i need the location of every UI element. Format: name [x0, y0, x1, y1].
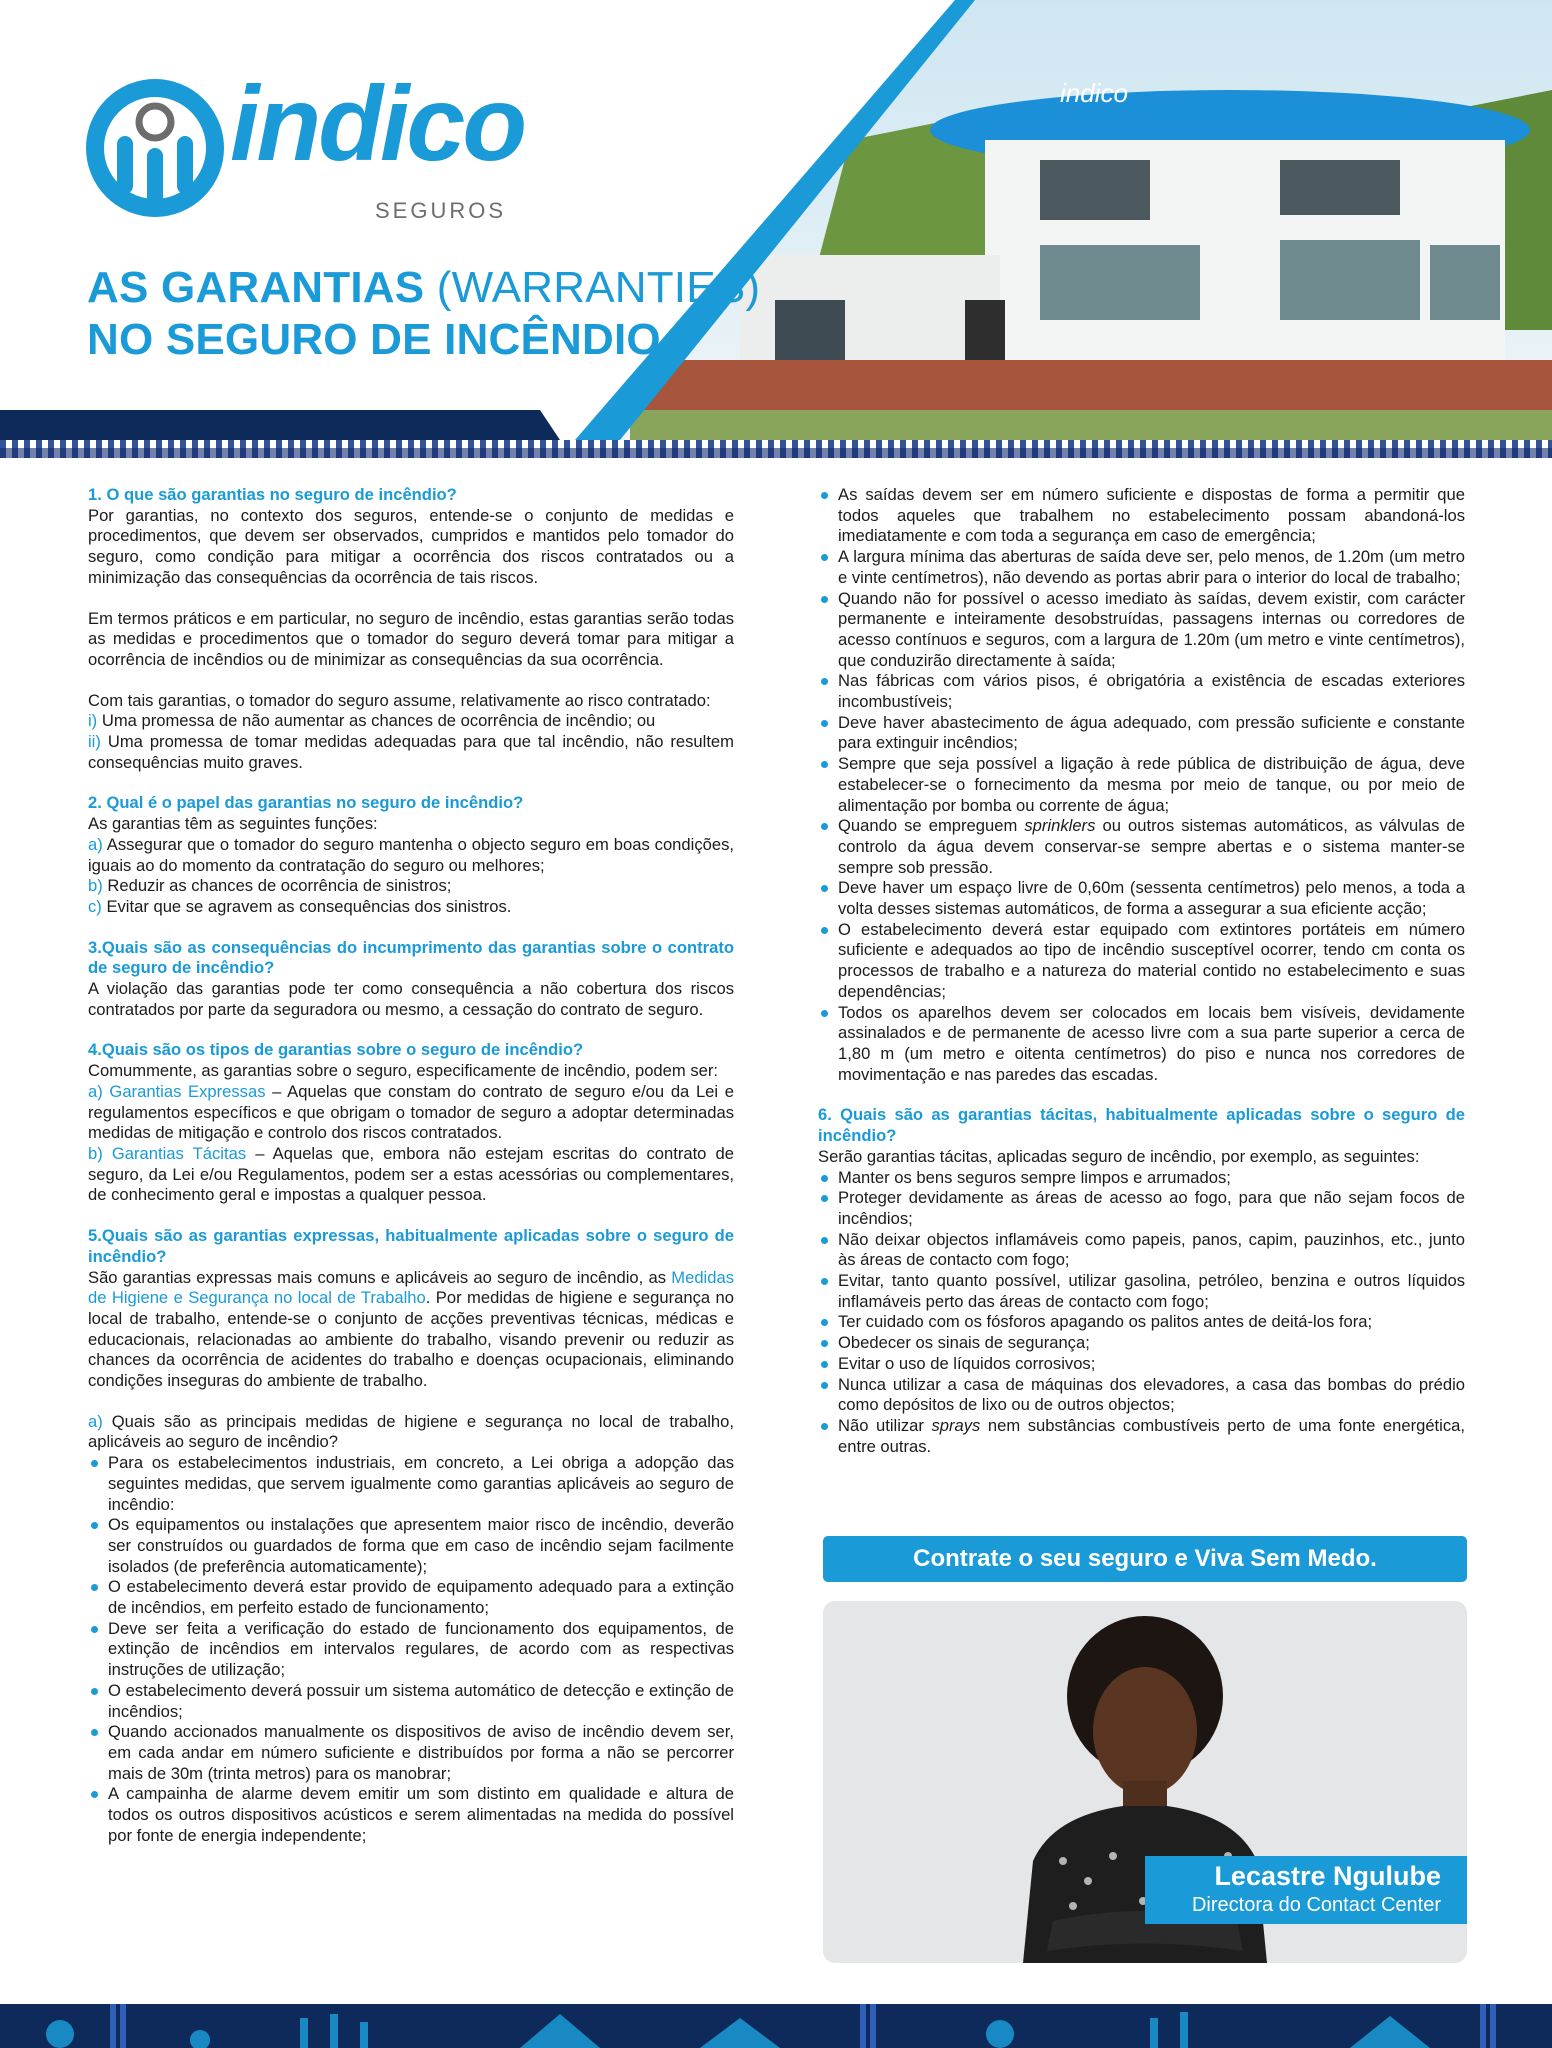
- person-role: Directora do Contact Center: [1191, 1894, 1441, 1916]
- list-item: A campainha de alarme devem emitir um som distinto em qualidade e altura de todos os outros dispositivos acústicos e serem alimentadas na medida do possível por fonte de energia independente;: [88, 1784, 734, 1846]
- list-item: Quando se empreguem sprinklers ou outros sistemas automáticos, as válvulas de controlo da água devem conservar-se sempre abertas e o sistema manter-se sempre sob pressão.: [818, 816, 1465, 878]
- logo-tagline: SEGUROS: [375, 198, 507, 223]
- section-1-item: ii) Uma promessa de tomar medidas adequadas para que tal incêndio, não resultem consequências muito graves.: [88, 732, 734, 772]
- section-1-heading: 1. O que são garantias no seguro de incêndio?: [88, 485, 457, 504]
- list-item: Não deixar objectos inflamáveis como papeis, panos, capim, pauzinhos, etc., junto às áreas de contacto com fogo;: [818, 1230, 1465, 1271]
- list-item: Não utilizar sprays nem substâncias combustíveis perto de uma fonte energética, entre outras.: [818, 1416, 1465, 1457]
- section-5-question: a) Quais são as principais medidas de higiene e segurança no local de trabalho, aplicáveis ao seguro de incêndio?: [88, 1411, 734, 1452]
- section-6-heading: 6. Quais são as garantias tácitas, habitualmente aplicadas sobre o seguro de incêndio?: [818, 1105, 1465, 1146]
- section-5-heading: 5.Quais são as garantias expressas, habitualmente aplicadas sobre o seguro de incêndio?: [88, 1226, 734, 1266]
- list-item: Quando accionados manualmente os dispositivos de aviso de incêndio devem ser, em cada andar em número suficiente e distribuídos por forma a não se percorrer mais de 30m (trinta metros) para os manobrar;: [88, 1722, 734, 1784]
- section-4-heading: 4.Quais são os tipos de garantias sobre o seguro de incêndio?: [88, 1040, 584, 1060]
- section-5-list: [88, 1453, 734, 1846]
- title-line2: NO SEGURO DE INCÊNDIO: [87, 315, 661, 364]
- list-item: Evitar o uso de líquidos corrosivos;: [818, 1354, 1465, 1375]
- right-column: [818, 485, 1465, 1457]
- section-2-item: b) Reduzir as chances de ocorrência de sinistros;: [88, 876, 452, 896]
- contact-card: [823, 1601, 1467, 1963]
- section-4-item: b) Garantias Tácitas – Aquelas que, embora não estejam escritas do contrato de seguro, da Lei e/ou Regulamentos, podem ser a estas acessórias ou complementares, de conhecimento geral e impostas a qualquer pessoa.: [88, 1143, 734, 1205]
- section-4-paragraph: Comummente, as garantias sobre o seguro, especificamente de incêndio, podem ser:: [88, 1061, 718, 1081]
- page-title: [87, 262, 760, 366]
- list-item: O estabelecimento deverá estar equipado com extintores portáteis em número suficiente e adequados ao tipo de incêndio susceptível ocorrer, tendo cm conta os processos de trabalho e a natureza do material contido no estabelecimento e suas dependências;: [818, 920, 1465, 1003]
- title-line1-light: (WARRANTIES): [436, 263, 761, 312]
- section-1-paragraph: Com tais garantias, o tomador do seguro assume, relativamente ao risco contratado:: [88, 690, 711, 710]
- section-1-paragraph: Por garantias, no contexto dos seguros, entende-se o conjunto de medidas e procedimentos, que devem ser observados, cumpridos e mantidos pelo tomador do seguro, como condição para mitigar a ocorrência dos riscos contratados ou a minimização das consequências da ocorrência de tais riscos.: [88, 505, 734, 587]
- header: [0, 0, 1552, 470]
- list-item: Manter os bens seguros sempre limpos e arrumados;: [818, 1168, 1465, 1189]
- section-1-item: i) Uma promessa de não aumentar as chances de ocorrência de incêndio; ou: [88, 711, 656, 731]
- list-item: Proteger devidamente as áreas de acesso ao fogo, para que não sejam focos de incêndios;: [818, 1188, 1465, 1229]
- title-line1-bold: AS GARANTIAS: [87, 263, 425, 312]
- list-item: O estabelecimento deverá possuir um sistema automático de detecção e extinção de incêndios;: [88, 1681, 734, 1722]
- measures-list: [818, 485, 1465, 1085]
- section-6-list: [818, 1168, 1465, 1458]
- list-item: Deve ser feita a verificação do estado de funcionamento dos equipamentos, de extinção de incêndios em intervalos regulares, de acordo com as respectivas instruções de utilização;: [88, 1619, 734, 1681]
- brand-logo: [85, 65, 535, 228]
- list-item: Deve haver um espaço livre de 0,60m (sessenta centímetros) pelo menos, a toda a volta desses sistemas automáticos, de forma a assegurar a sua eficiente acção;: [818, 878, 1465, 919]
- section-6-paragraph: Serão garantias tácitas, aplicadas seguro de incêndio, por exemplo, as seguintes:: [818, 1146, 1420, 1166]
- person-caption: [1145, 1856, 1467, 1924]
- list-item: Nunca utilizar a casa de máquinas dos elevadores, a casa das bombas do prédio como depósitos de lixo ou de outros objectos;: [818, 1375, 1465, 1416]
- list-item: Os equipamentos ou instalações que apresentem maior risco de incêndio, deverão ser construídos ou guardados de forma que em caso de incêndio sejam facilmente isolados (de preferência automaticamente);: [88, 1515, 734, 1577]
- list-item: Deve haver abastecimento de água adequado, com pressão suficiente e constante para extinguir incêndios;: [818, 713, 1465, 754]
- list-item: A largura mínima das aberturas de saída deve ser, pelo menos, de 1.20m (um metro e vinte centímetros), não devendo as portas abrir para o interior do local de trabalho;: [818, 547, 1465, 588]
- section-2-item: a) Assegurar que o tomador do seguro mantenha o objecto seguro em boas condições, iguais ao do momento da contratação do seguro ou melhores;: [88, 834, 734, 875]
- building-sign: indico: [1060, 78, 1128, 108]
- section-3-heading: 3.Quais são as consequências do incumprimento das garantias sobre o contrato de seguro de incêndio?: [88, 937, 734, 978]
- list-item: As saídas devem ser em número suficiente e dispostas de forma a permitir que todos aqueles que trabalhem no estabelecimento possam abandoná-los imediatamente e com toda a segurança em caso de emergência;: [818, 485, 1465, 547]
- list-item: Evitar, tanto quanto possível, utilizar gasolina, petróleo, benzina e outros líquidos inflamáveis perto das áreas de contacto com fogo;: [818, 1271, 1465, 1312]
- section-2-item: c) Evitar que se agravem as consequências dos sinistros.: [88, 896, 512, 916]
- list-item: Para os estabelecimentos industriais, em concreto, a Lei obriga a adopção das seguintes medidas, que servem igualmente como garantias aplicáveis ao seguro de incêndio:: [88, 1453, 734, 1515]
- left-column: [88, 485, 734, 1846]
- section-3-paragraph: A violação das garantias pode ter como consequência a não cobertura dos riscos contratados por parte da seguradora ou mesmo, a cessação do contrato de seguro.: [88, 979, 734, 1019]
- cta-banner: Contrate o seu seguro e Viva Sem Medo.: [823, 1536, 1467, 1582]
- list-item: Todos os aparelhos devem ser colocados em locais bem visíveis, devidamente assinalados e de permanente de acesso livre com a sua parte superior a cerca de 1,80 m (um metro e oitenta centímetros) do piso e nunca nos corredores de movimentação e nas paredes das escadas.: [818, 1003, 1465, 1086]
- section-2-heading: 2. Qual é o papel das garantias no seguro de incêndio?: [88, 793, 524, 813]
- logo-icon: [85, 78, 225, 218]
- section-5-paragraph: São garantias expressas mais comuns e aplicáveis ao seguro de incêndio, as Medidas de Higiene e Segurança no local de Trabalho. Por medidas de higiene e segurança no local de trabalho, entende-se o conjunto de acções preventivas técnicas, médicas e educacionais, relacionadas ao ambiente do trabalho, visando prevenir ou reduzir as chances da ocorrência de acidentes do trabalho e doenças ocupacionais, eliminando condições inseguras do ambiente de trabalho.: [88, 1267, 734, 1391]
- list-item: Quando não for possível o acesso imediato às saídas, devem existir, com carácter permanente e inteiramente desobstruídas, passagens internas ou corredores de acesso contínuos e seguros, com a largura de 1.20m (um metro e vinte centímetros), que conduzirão directamente à saída;: [818, 589, 1465, 672]
- section-1-paragraph: Em termos práticos e em particular, no seguro de incêndio, estas garantias serão todas as medidas e procedimentos que o tomador do seguro deverá tomar para mitigar a ocorrência de incêndios ou de minimizar as consequências da sua ocorrência.: [88, 608, 734, 669]
- logo-wordmark: indico: [230, 65, 525, 183]
- list-item: Obedecer os sinais de segurança;: [818, 1333, 1465, 1354]
- list-item: Ter cuidado com os fósforos apagando os palitos antes de deitá-los fora;: [818, 1312, 1465, 1333]
- footer-band: [0, 2004, 1552, 2048]
- list-item: Nas fábricas com vários pisos, é obrigatória a existência de escadas exteriores incombustíveis;: [818, 671, 1465, 712]
- section-4-item: a) Garantias Expressas – Aquelas que constam do contrato de seguro e/ou da Lei e regulamentos específicos e que obrigam o tomador de seguro a adoptar determinadas medidas de mitigação e controlo dos riscos contratados.: [88, 1081, 734, 1143]
- section-2-paragraph: As garantias têm as seguintes funções:: [88, 814, 378, 834]
- person-name: Lecastre Ngulube: [1214, 1861, 1441, 1891]
- list-item: Sempre que seja possível a ligação à rede pública de distribuição de água, deve estabelecer-se o fornecimento da mesma por meio de tanque, ou por meio de alimentação por bomba ou corrente de água;: [818, 754, 1465, 816]
- list-item: O estabelecimento deverá estar provido de equipamento adequado para a extinção de incêndios, em perfeito estado de funcionamento;: [88, 1577, 734, 1618]
